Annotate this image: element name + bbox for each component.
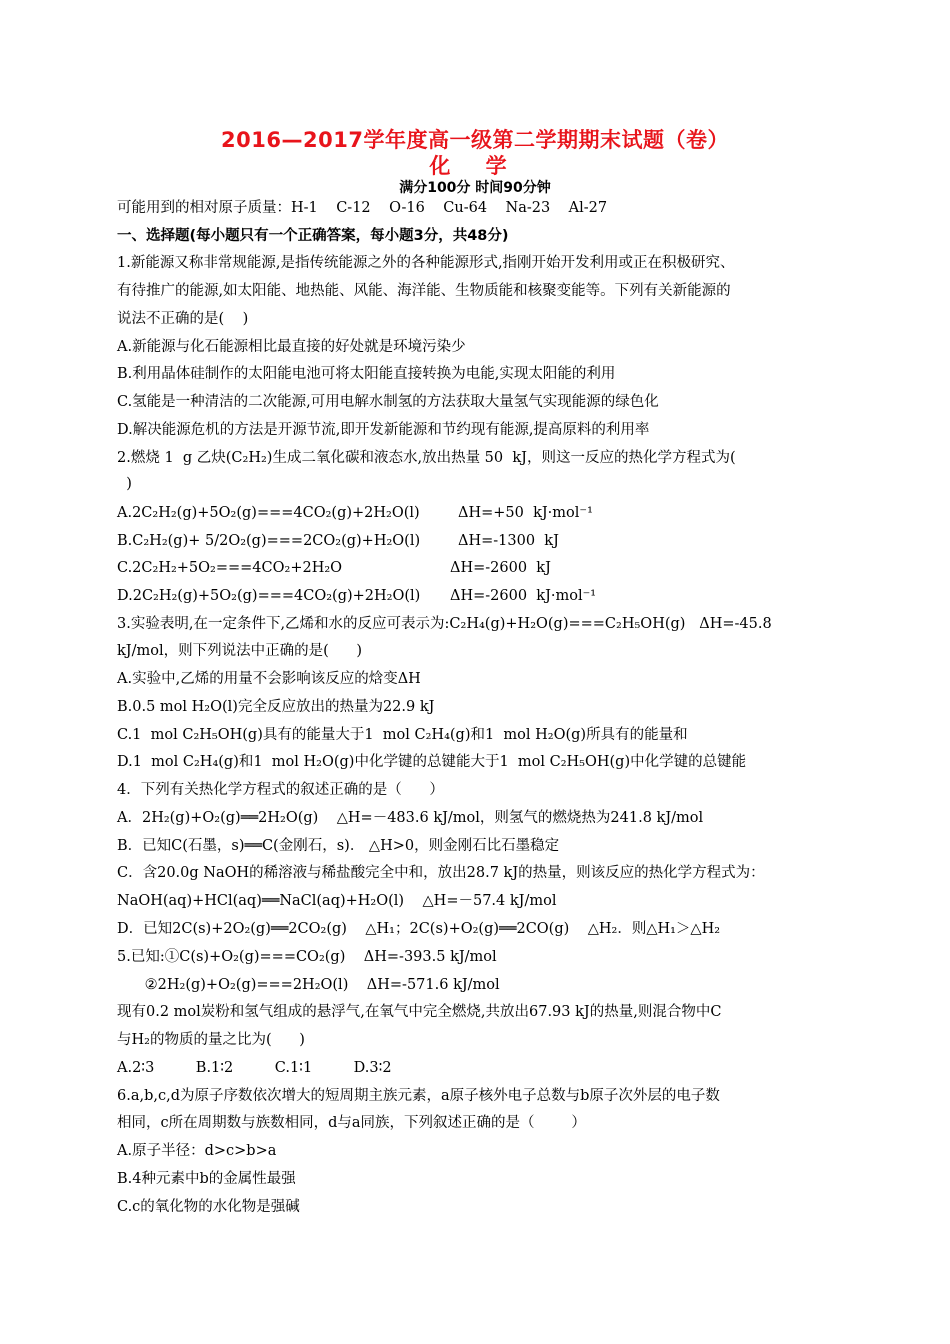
option-line: C.1 mol C₂H₅OH(g)具有的能量大于1 mol C₂H₄(g)和1 mol H₂O(g)所具有的能量和 xyxy=(117,727,688,743)
option-line: A.实验中,乙烯的用量不会影响该反应的焓变ΔH xyxy=(117,671,421,687)
option-line: A．2H₂(g)+O₂(g)══2H₂O(g) △H=－483.6 kJ/mol，则氢气的燃烧热为241.8 kJ/mol xyxy=(117,810,704,826)
question-line: 1.新能源又称非常规能源,是指传统能源之外的各种能源形式,指刚开始开发利用或正在积极研究、 xyxy=(117,255,735,271)
subject-title: 化 学 xyxy=(429,154,521,178)
option-line: D.1 mol C₂H₄(g)和1 mol H₂O(g)中化学键的总键能大于1 mol C₂H₅OH(g)中化学键的总键能 xyxy=(117,754,747,770)
option-line: D.2C₂H₂(g)+5O₂(g)===4CO₂(g)+2H₂O(l) xyxy=(117,588,421,604)
option-line: B.C₂H₂(g)+ 5/2O₂(g)===2CO₂(g)+H₂O(l) xyxy=(117,533,421,549)
question-line: 6.a,b,c,d为原子序数依次增大的短周期主族元素，a原子核外电子总数与b原子次外层的电子数 xyxy=(117,1088,720,1104)
exam-title: 2016—2017学年度高一级第二学期期末试题（卷） xyxy=(221,128,729,152)
delta-h-value: ΔH=-2600 kJ·mol⁻¹ xyxy=(450,588,597,604)
option-line: NaOH(aq)+HCl(aq)══NaCl(aq)+H₂O(l) △H=－57.4 kJ/mol xyxy=(117,893,557,909)
option-line: C.2C₂H₂+5O₂===4CO₂+2H₂O xyxy=(117,560,343,576)
atomic-masses: 可能用到的相对原子质量：H-1 C-12 O-16 Cu-64 Na-23 Al-27 xyxy=(117,200,608,216)
exam-info: 满分100分 时间90分钟 xyxy=(399,180,551,196)
option-line: B.4种元素中b的金属性最强 xyxy=(117,1171,296,1187)
question-line: 现有0.2 mol炭粉和氢气组成的悬浮气,在氧气中完全燃烧,共放出67.93 kJ的热量,则混合物中C xyxy=(117,1004,722,1020)
option-line: B．已知C(石墨，s)══C(金刚石，s)． △H>0，则金刚石比石墨稳定 xyxy=(117,838,560,854)
option-line: A.2C₂H₂(g)+5O₂(g)===4CO₂(g)+2H₂O(l) xyxy=(117,505,420,521)
delta-h-value: ΔH=-2600 kJ xyxy=(450,560,551,576)
option-line: C．含20.0g NaOH的稀溶液与稀盐酸完全中和，放出28.7 kJ的热量，则该反应的热化学方程式为： xyxy=(117,865,765,881)
option-line: B.0.5 mol H₂O(l)完全反应放出的热量为22.9 kJ xyxy=(117,699,435,715)
question-line: 2.燃烧 1 g 乙炔(C₂H₂)生成二氧化碳和液态水,放出热量 50 kJ，则这一反应的热化学方程式为( xyxy=(117,450,736,466)
question-line: kJ/mol，则下列说法中正确的是( ) xyxy=(117,643,363,659)
option-line: D．已知2C(s)+2O₂(g)══2CO₂(g) △H₁；2C(s)+O₂(g)══2CO(g) △H₂．则△H₁＞△H₂ xyxy=(117,921,721,937)
option-line: A.新能源与化石能源相比最直接的好处就是环境污染少 xyxy=(117,339,466,355)
option-line: B.利用晶体硅制作的太阳能电池可将太阳能直接转换为电能,实现太阳能的利用 xyxy=(117,366,616,382)
question-line: 与H₂的物质的量之比为( ) xyxy=(117,1032,305,1048)
question-line: 5.已知:①C(s)+O₂(g)===CO₂(g) ΔH=-393.5 kJ/mol xyxy=(117,949,497,965)
option-line: A.2∶3 B.1∶2 C.1∶1 D.3∶2 xyxy=(117,1060,392,1076)
question-line: 4．下列有关热化学方程式的叙述正确的是（ ） xyxy=(117,782,444,798)
question-line: 说法不正确的是( ) xyxy=(117,311,249,327)
option-line: D.解决能源危机的方法是开源节流,即开发新能源和节约现有能源,提高原料的利用率 xyxy=(117,422,650,438)
question-line: 3.实验表明,在一定条件下,乙烯和水的反应可表示为:C₂H₄(g)+H₂O(g)===C₂H₅OH(g) ΔH=-45.8 xyxy=(117,616,772,632)
option-line: C.c的氧化物的水化物是强碱 xyxy=(117,1199,300,1215)
question-line: ②2H₂(g)+O₂(g)===2H₂O(l) ΔH=-571.6 kJ/mol xyxy=(117,977,500,993)
question-line: 有待推广的能源,如太阳能、地热能、风能、海洋能、生物质能和核聚变能等。下列有关新能源的 xyxy=(117,283,731,299)
question-line: ) xyxy=(117,476,132,492)
section-heading: 一、选择题(每小题只有一个正确答案，每小题3分，共48分) xyxy=(117,228,509,244)
option-line: C.氢能是一种清洁的二次能源,可用电解水制氢的方法获取大量氢气实现能源的绿色化 xyxy=(117,394,659,410)
delta-h-value: ΔH=+50 kJ·mol⁻¹ xyxy=(458,505,593,521)
option-line: A.原子半径：d>c>b>a xyxy=(117,1143,277,1159)
delta-h-value: ΔH=-1300 kJ xyxy=(458,533,559,549)
question-line: 相同，c所在周期数与族数相同，d与a同族，下列叙述正确的是（ ） xyxy=(117,1115,586,1131)
